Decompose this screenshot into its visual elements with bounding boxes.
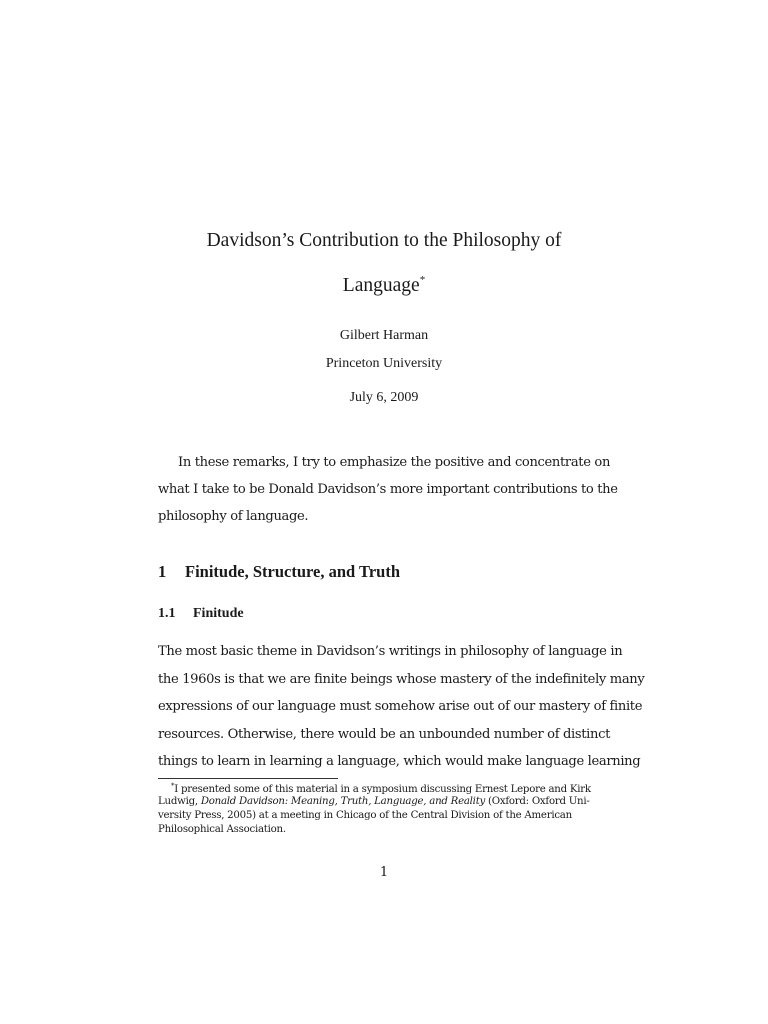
section-title: Finitude, Structure, and Truth xyxy=(185,562,400,581)
section-number: 1 xyxy=(158,562,167,581)
paper-title-line-2 xyxy=(120,275,648,296)
body-line: the 1960s is that we are finite beings whose mastery of the indefinitely many xyxy=(158,672,645,687)
subsection-number: 1.1 xyxy=(158,606,176,621)
subsection-title: Finitude xyxy=(193,606,244,621)
footnote-line xyxy=(171,783,608,795)
body-line: things to learn in learning a language, which would make language learning xyxy=(158,754,641,769)
footnote-text-1: I presented some of this material in a symposium discussing Ernest Lepore and Kirk xyxy=(174,784,591,795)
footnote-line xyxy=(158,797,608,807)
paper-date: July 6, 2009 xyxy=(349,390,419,405)
section-heading xyxy=(158,564,400,581)
abstract-line: philosophy of language. xyxy=(158,509,309,524)
footnote-book-title: Donald Davidson: Meaning, Truth, Language, and Reality xyxy=(200,796,486,807)
abstract-line: In these remarks, I try to emphasize the positive and concentrate on xyxy=(178,455,611,470)
footnote-line: versity Press, 2005) at a meeting in Chicago of the Central Division of the American xyxy=(158,810,572,821)
author-affiliation: Princeton University xyxy=(325,356,443,371)
title-footnote-mark: * xyxy=(419,274,426,286)
title-text-1: Davidson’s Contribution to the Philosophy of xyxy=(206,230,562,251)
footnote-text-2b: (Oxford: Oxford Uni- xyxy=(485,796,590,807)
paper-title-line-1 xyxy=(120,231,648,251)
body-line: expressions of our language must somehow arise out of our mastery of finite xyxy=(158,699,643,714)
footnote-line: Philosophical Association. xyxy=(158,824,286,835)
page-number: 1 xyxy=(379,865,389,880)
footnote-divider xyxy=(158,778,338,779)
abstract-line: what I take to be Donald Davidson’s more important contributions to the xyxy=(158,482,618,497)
footnote-text-2a: Ludwig, xyxy=(158,796,201,807)
subsection-heading xyxy=(158,607,244,621)
title-text-2: Language xyxy=(342,275,420,296)
footnote-mark: * xyxy=(171,782,175,790)
author-name: Gilbert Harman xyxy=(339,328,429,343)
body-line: resources. Otherwise, there would be an unbounded number of distinct xyxy=(158,727,610,742)
body-line: The most basic theme in Davidson’s writings in philosophy of language in xyxy=(158,644,623,659)
